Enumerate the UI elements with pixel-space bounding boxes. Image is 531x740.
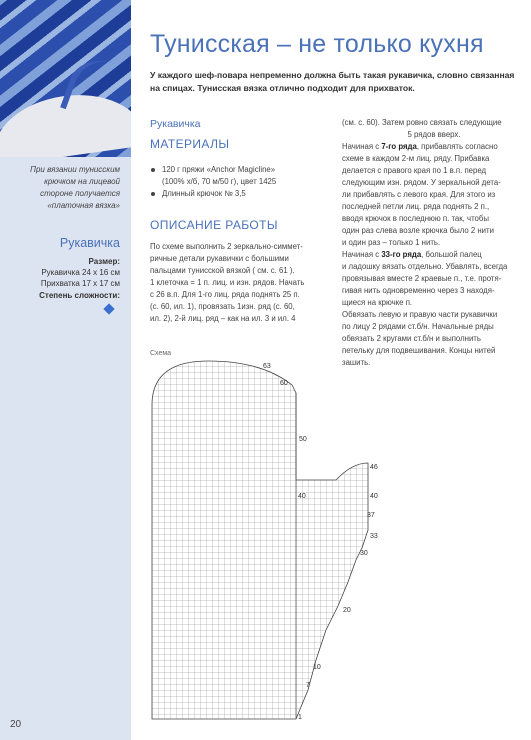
section-subtitle: Рукавичка	[150, 118, 201, 130]
size-mitten: Рукавичка 24 x 16 см	[41, 268, 120, 277]
text-line: (см. с. 60). Затем ровно связать следующие	[342, 118, 502, 127]
work-heading: ОПИСАНИЕ РАБОТЫ	[150, 218, 278, 232]
row-label: 40	[370, 493, 378, 500]
row-emphasis: 33-го ряда	[381, 250, 422, 259]
sidebar-title: Рукавичка	[59, 236, 120, 250]
caption-line: стороне получается	[40, 189, 120, 198]
text-part: Начиная с	[342, 250, 382, 259]
scheme-label: Схема	[150, 350, 172, 357]
material-line: (100% х/б, 70 м/50 г), цвет 1425	[162, 177, 277, 186]
row-label: 50	[299, 436, 307, 443]
text-line: вводя крючок в последнюю п. так, чтобы	[342, 214, 489, 223]
size-potholder: Прихватка 17 x 17 см	[40, 279, 120, 288]
text-line: По схеме выполнить 2 зеркально-симмет-	[150, 242, 303, 251]
text-line: 1 клеточка = 1 п. лиц. и изн. рядов. Начать	[150, 278, 305, 287]
text-line: провязывая вместе 2 краевые п., т.е. протя-	[342, 274, 502, 283]
row-label: 60	[280, 380, 288, 387]
text-line: Обвязать левую и правую части рукавички	[342, 310, 498, 319]
text-line: делается с правого края по 1 в.п. перед	[342, 166, 487, 175]
row-label: 1	[298, 714, 302, 721]
text-part: Начиная с	[342, 142, 382, 151]
row-label: 33	[370, 533, 378, 540]
text-part: , большой палец	[421, 250, 482, 259]
text-line: схеме в каждом 2-м лиц. ряду. Прибавка	[342, 154, 490, 163]
row-label: 46	[370, 464, 378, 471]
text-line: последней петли лиц. ряда поднять 2 п.,	[342, 202, 490, 211]
row-label: 63	[263, 363, 271, 370]
text-line: петельку для подвешивания. Концы нитей	[342, 346, 496, 355]
page-title: Тунисская – не только кухня	[150, 30, 484, 58]
size-label: Размер:	[88, 257, 120, 266]
caption-line: При вязании тунисским	[30, 165, 120, 174]
materials-heading: МАТЕРИАЛЫ	[150, 137, 230, 151]
text-line: зашить.	[342, 358, 371, 367]
row-label: 30	[360, 550, 368, 557]
text-line: гивая нить одновременно через 3 находя-	[342, 286, 495, 295]
text-line: обвязать 2 кругами ст.б/н и выполнить	[342, 334, 481, 343]
row-label: 10	[313, 664, 321, 671]
text-line: ли прибавлять с левого края. Для этого из	[342, 190, 496, 199]
row-label: 7	[306, 682, 310, 689]
text-line: ил. 2), 2-й лиц. ряд – как на ил. 3 и ил. 4	[150, 314, 296, 323]
lead-paragraph: У каждого шеф-повара непременно должна быть такая рукавичка, словно связанная на спицах. Тунисская вязка отлично подходит для прихваток.	[150, 70, 515, 93]
caption-line: крючком на лицевой	[44, 177, 120, 186]
text-line: щиеся на крючке п.	[342, 298, 413, 307]
text-line: пальцами тунисской вязкой ( см. с. 61 ).	[150, 266, 295, 275]
text-line: (с. 60, ил. 1), провязать 1изн. ряд (с. 60,	[150, 302, 295, 311]
row-label: 20	[343, 607, 351, 614]
material-line: Длинный крючок № 3,5	[162, 189, 246, 198]
text-line: один раз слева возле крючка было 2 нити	[342, 226, 494, 235]
caption-line: «платочная вязка»	[47, 201, 120, 210]
row-label: 37	[367, 512, 375, 519]
text-line: 5 рядов вверх.	[407, 130, 461, 139]
text-line: с 26 в.п. Для 1-го лиц. ряда поднять 25 п.	[150, 290, 300, 299]
text-line: ричные детали рукавички с большими	[150, 254, 289, 263]
row-emphasis: 7-го ряда	[381, 142, 417, 151]
difficulty-label: Степень сложности:	[39, 291, 120, 300]
text-line: и один раз – только 1 нить.	[342, 238, 441, 247]
material-line: 120 г пряжи «Anchor Magicline»	[162, 165, 276, 174]
row-label: 40	[298, 493, 306, 500]
chart-grid	[150, 355, 375, 723]
text-line: по лицу 2 рядами ст.б/н. Начальные ряды	[342, 322, 494, 331]
text-part: , прибавлять согласно	[416, 142, 498, 151]
text-line: следующим изн. рядом. У зеркальной дета-	[342, 178, 501, 187]
page-number: 20	[10, 719, 22, 730]
text-line: и ладошку вязать отдельно. Убавлять, всегда	[342, 262, 508, 271]
